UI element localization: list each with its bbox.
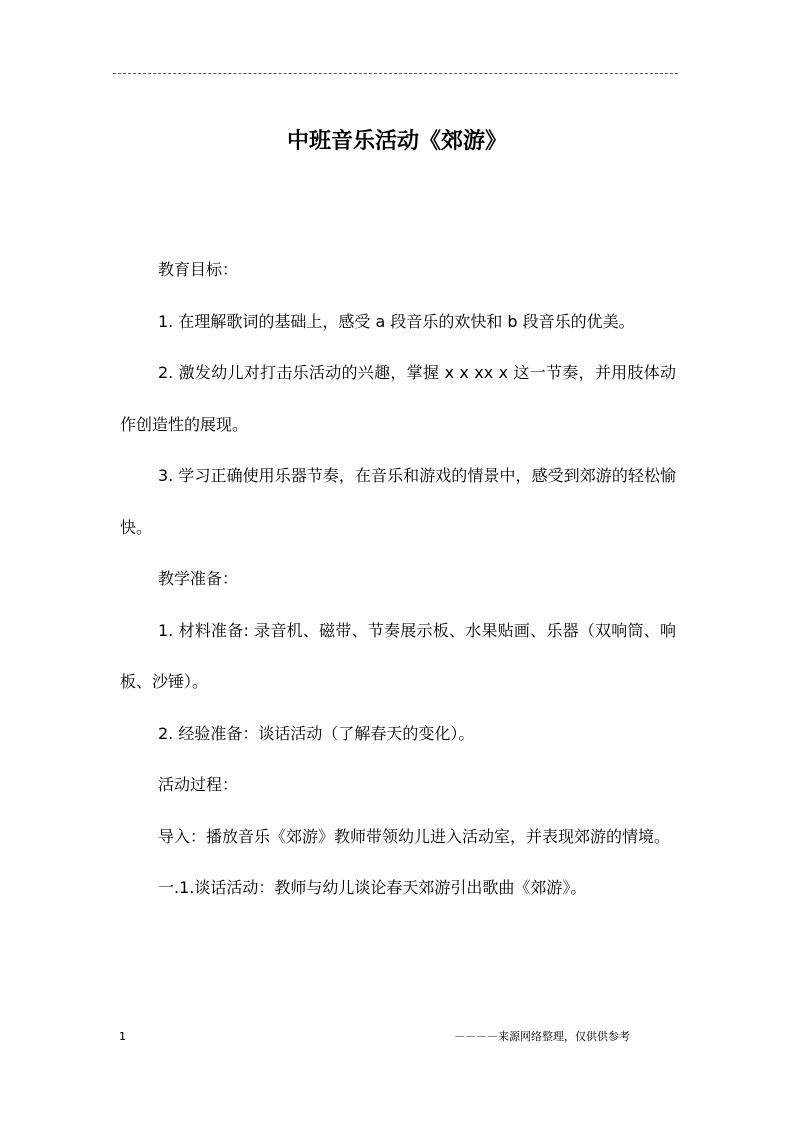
- footer-source-note: －－－－来源网络整理，仅供供参考: [454, 1030, 630, 1043]
- preparation-item-2: 2. 经验准备：谈话活动（了解春天的变化）。: [158, 723, 475, 743]
- goal-item-2: 2. 激发幼儿对打击乐活动的兴趣，掌握 x x xx x 这一节奏，并用肢体动作创造性的展现。: [120, 363, 676, 434]
- section-heading-goals: 教育目标：: [158, 260, 239, 279]
- process-intro: 导入：播放音乐《郊游》教师带领幼儿进入活动室，并表现郊游的情境。: [158, 826, 671, 846]
- page-number: 1: [119, 1030, 126, 1043]
- section-heading-process: 活动过程：: [158, 775, 239, 794]
- preparation-item-1: 1. 材料准备: 录音机、磁带、节奏展示板、水果贴画、乐器（双响筒、响板、沙锤）。: [120, 620, 676, 691]
- goal-item-3: 3. 学习正确使用乐器节奏，在音乐和游戏的情景中，感受到郊游的轻松愉快。: [120, 466, 676, 537]
- process-step-1: 一.1.谈话活动：教师与幼儿谈论春天郊游引出歌曲《郊游》。: [158, 878, 587, 897]
- document-body: [120, 244, 676, 914]
- document-title: 中班音乐活动《郊游》: [286, 128, 507, 154]
- goal-item-1: 1. 在理解歌词的基础上，感受 a 段音乐的欢快和 b 段音乐的优美。: [158, 311, 635, 331]
- section-heading-preparation: 教学准备：: [158, 569, 239, 588]
- header-dashed-rule: [113, 73, 678, 74]
